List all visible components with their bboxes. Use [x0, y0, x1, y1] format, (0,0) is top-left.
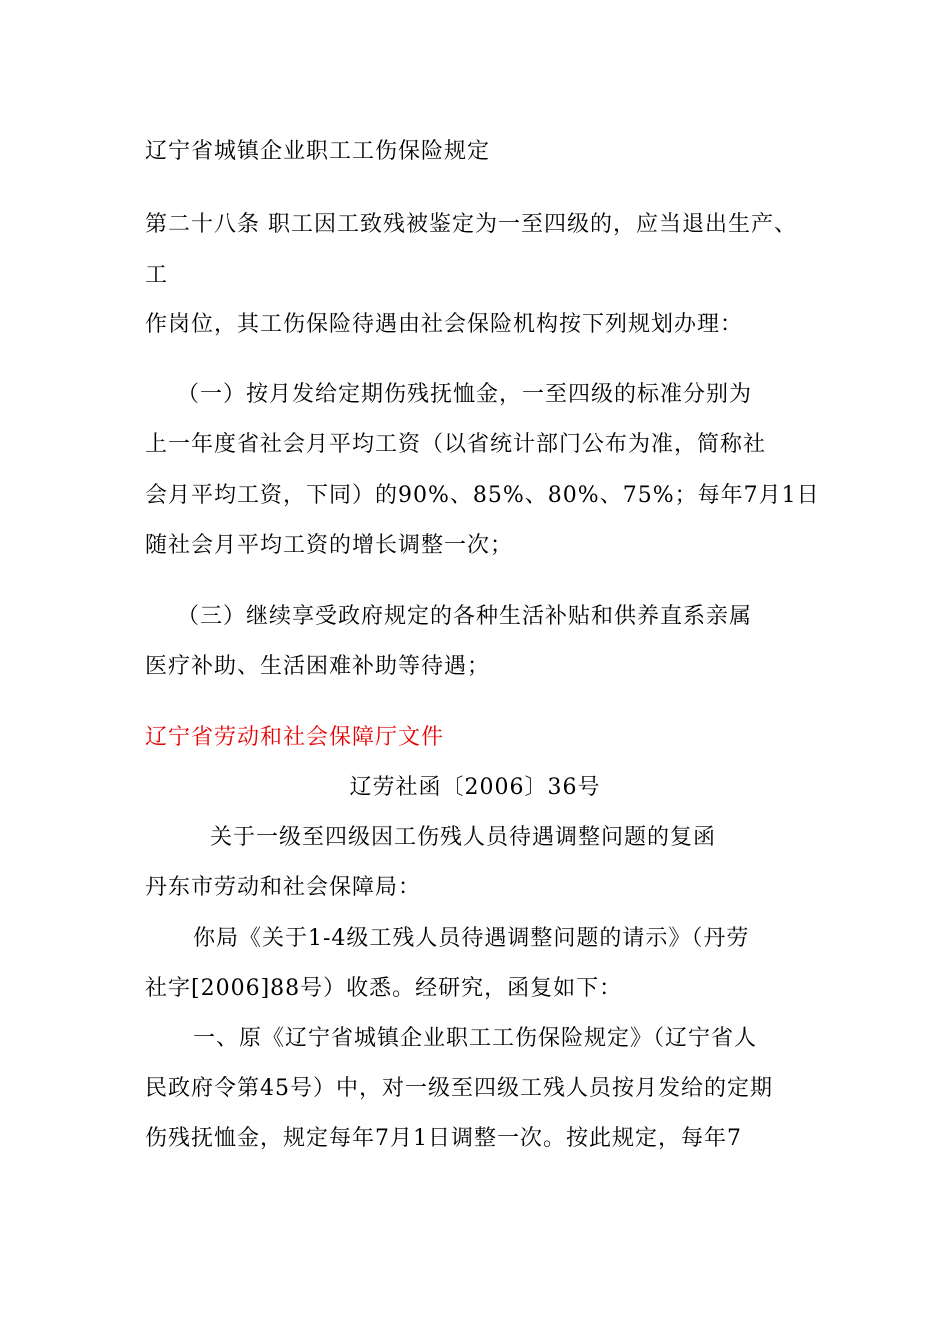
item-1-line-1: （一）按月发给定期伤残抚恤金，一至四级的标准分别为: [177, 382, 753, 407]
letter-subject: 关于一级至四级因工伤残人员待遇调整问题的复函: [210, 825, 717, 850]
item-1-line-2: 上一年度省社会月平均工资（以省统计部门公布为准，简称社: [145, 432, 767, 457]
item-3-line-2: 医疗补助、生活困难补助等待遇；: [145, 654, 491, 679]
letter-para-1-line-1: 你局《关于1-4级工残人员待遇调整问题的请示》（丹劳: [193, 926, 750, 951]
letter-doc-number: 辽劳社函〔2006〕36号: [349, 775, 601, 800]
item-3-line-1: （三）继续享受政府规定的各种生活补贴和供养直系亲属: [177, 604, 753, 629]
letter-para-2-line-1: 一、原《辽宁省城镇企业职工工伤保险规定》（辽宁省人: [193, 1026, 758, 1051]
letter-header: 辽宁省劳动和社会保障厅文件: [145, 725, 445, 750]
article-28-line-1: 第二十八条 职工因工致残被鉴定为一至四级的，应当退出生产、: [145, 212, 797, 237]
letter-para-1-line-2: 社字[2006]88号）收悉。经研究，函复如下：: [145, 976, 623, 1001]
letter-para-2-line-2: 民政府令第45号）中，对一级至四级工残人员按月发给的定期: [145, 1076, 773, 1101]
article-28-line-2: 工: [145, 263, 169, 288]
item-1-line-3: 会月平均工资，下同）的90%、85%、80%、75%；每年7月1日: [145, 483, 820, 508]
document-title: 辽宁省城镇企业职工工伤保险规定: [145, 139, 491, 164]
letter-para-2-line-3: 伤残抚恤金，规定每年7月1日调整一次。按此规定，每年7: [145, 1126, 742, 1151]
letter-addressee: 丹东市劳动和社会保障局：: [145, 875, 422, 900]
item-1-line-4: 随社会月平均工资的增长调整一次；: [145, 533, 514, 558]
article-28-line-3: 作岗位，其工伤保险待遇由社会保险机构按下列规划办理：: [145, 312, 744, 337]
